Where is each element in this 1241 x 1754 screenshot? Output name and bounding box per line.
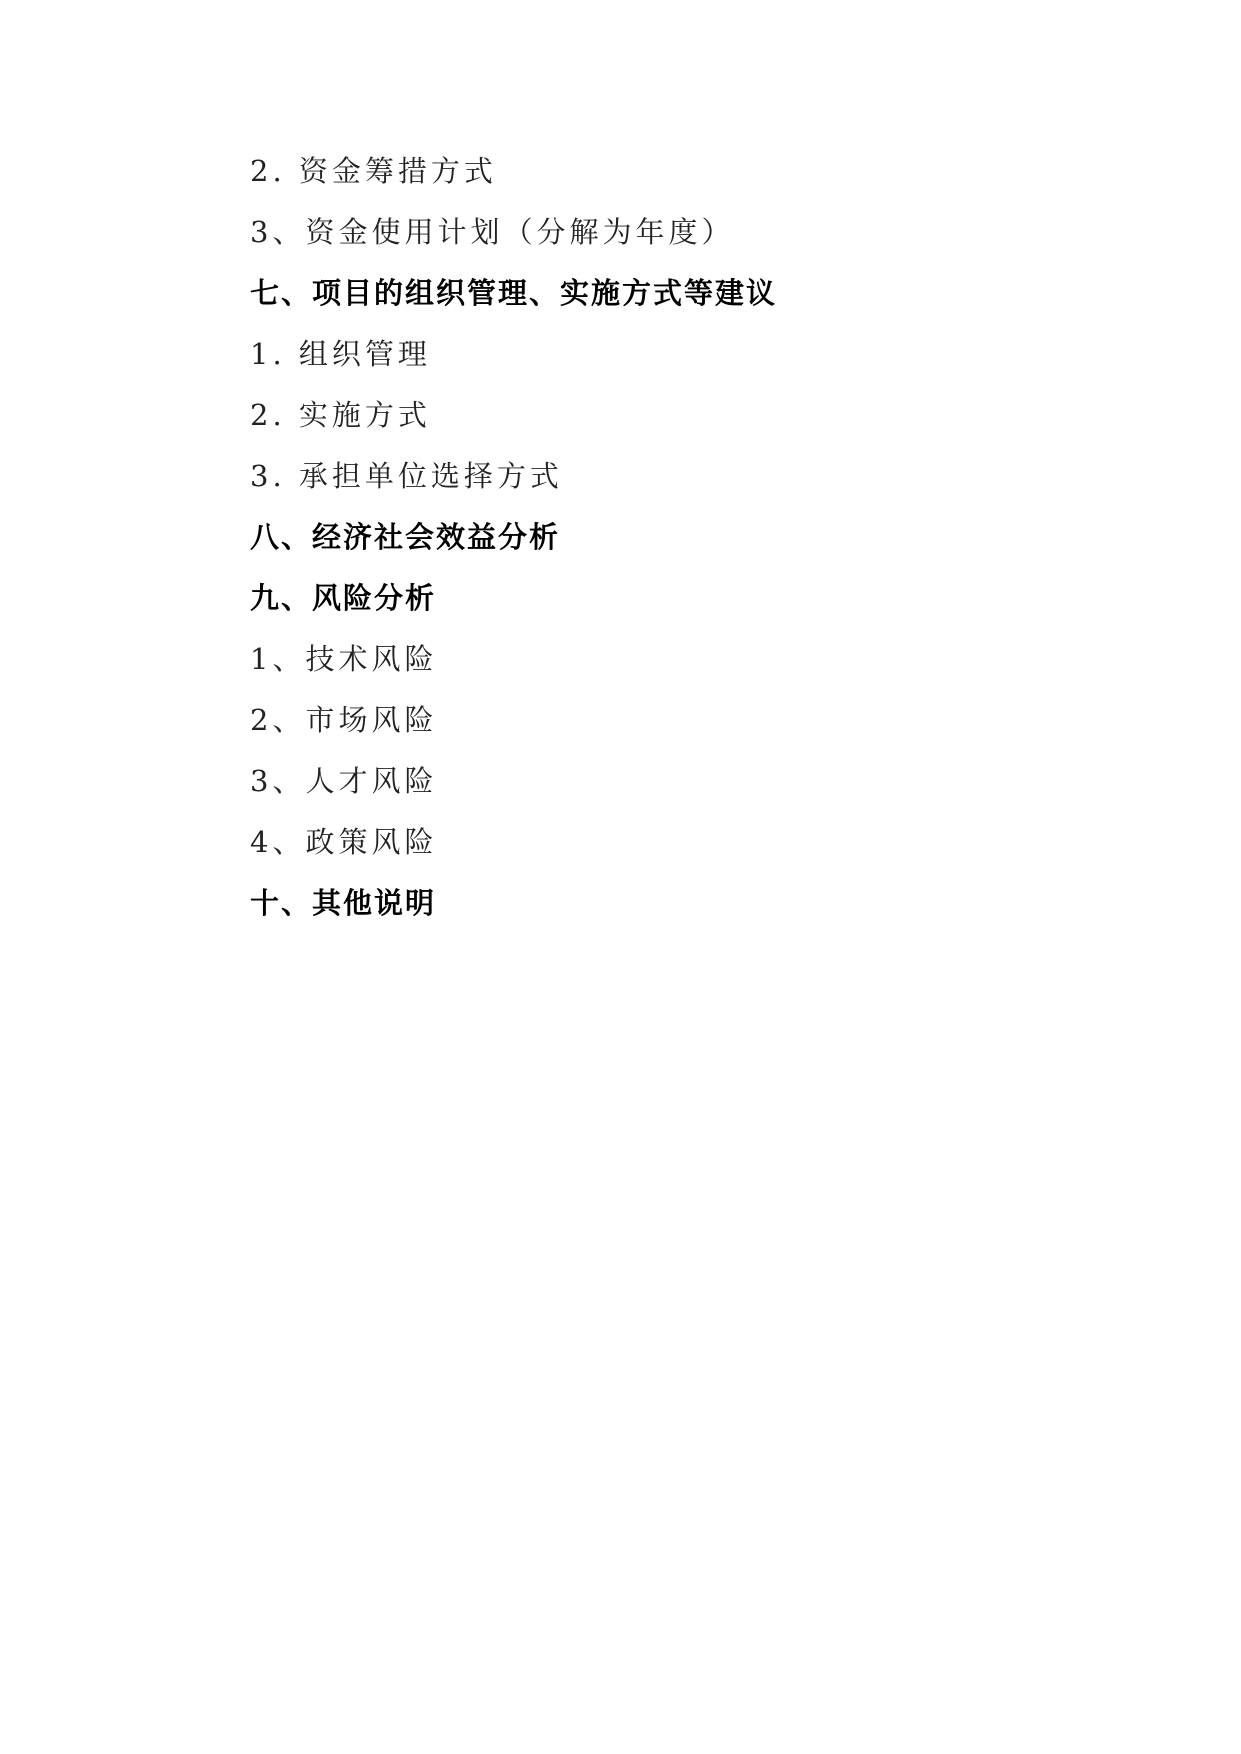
- subsection-funding-plan: 3、资金使用计划（分解为年度）: [250, 215, 735, 249]
- document-body: [250, 141, 1150, 934]
- subsection-implementation: 2. 实施方式: [250, 398, 431, 432]
- subsection-funding-method: 2. 资金筹措方式: [250, 154, 497, 188]
- subsection-tech-risk: 1、技术风险: [250, 642, 438, 676]
- subsection-unit-selection: 3. 承担单位选择方式: [250, 459, 563, 493]
- section-heading-nine: 九、风险分析: [250, 581, 437, 615]
- subsection-policy-risk: 4、政策风险: [250, 825, 438, 859]
- subsection-organization: 1. 组织管理: [250, 337, 431, 371]
- subsection-talent-risk: 3、人才风险: [250, 764, 438, 798]
- subsection-market-risk: 2、市场风险: [250, 703, 438, 737]
- section-heading-ten: 十、其他说明: [250, 886, 437, 920]
- section-heading-eight: 八、经济社会效益分析: [250, 520, 561, 554]
- section-heading-seven: 七、项目的组织管理、实施方式等建议: [250, 276, 778, 310]
